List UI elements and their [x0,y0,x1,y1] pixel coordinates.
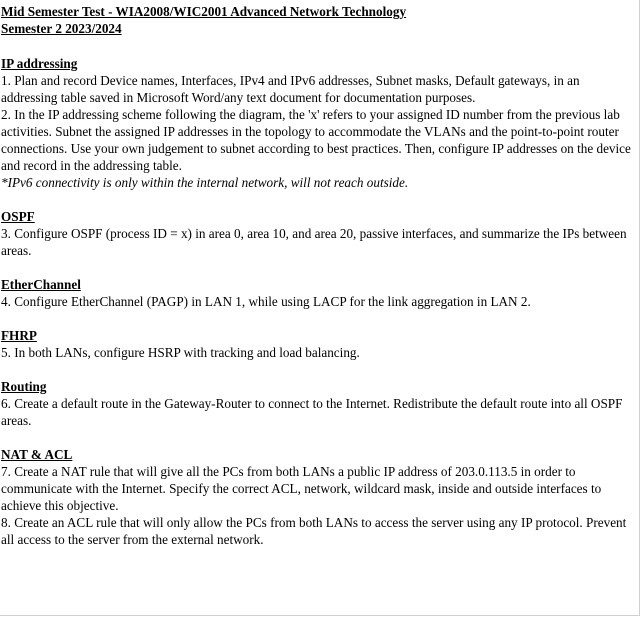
section-heading: OSPF [1,209,35,224]
section-heading: Routing [1,379,47,394]
task-item-1: 1. Plan and record Device names, Interfaces, IPv4 and IPv6 addresses, Subnet masks, Default gateways, in an addressing table saved in Microsoft Word/any text document for documentation purposes. [1,73,580,105]
task-item-2: 2. In the IP addressing scheme following the diagram, the 'x' refers to your assigned ID number from the previous lab activities. Subnet the assigned IP addresses in the topology to accommodate the VLANs and the point-to-point router connections. Use your own judgement to subnet according to best practices. Then, configure IP addresses on the device and record in the addressing table. [1,107,631,173]
section-heading: NAT & ACL [1,447,73,462]
section-etherchannel [1,276,637,310]
section-ip-addressing [1,55,637,191]
task-item-7: 7. Create a NAT rule that will give all the PCs from both LANs a public IP address of 203.0.113.5 in order to communicate with the Internet. Specify the correct ACL, network, wildcard mask, inside and outside interfaces to achieve this objective. [1,464,602,513]
task-item-5: 5. In both LANs, configure HSRP with tracking and load balancing. [1,345,360,360]
task-item-8: 8. Create an ACL rule that will only allow the PCs from both LANs to access the server using any IP protocol. Prevent all access to the server from the external network. [1,515,627,547]
section-heading: IP addressing [1,56,78,71]
section-heading: FHRP [1,328,37,343]
document-body [1,3,637,548]
ipv6-note: *IPv6 connectivity is only within the internal network, will not reach outside. [1,175,409,190]
section-ospf [1,208,637,259]
section-nat-acl [1,446,637,548]
document-title-line-2: Semester 2 2023/2024 [1,21,122,36]
task-item-3: 3. Configure OSPF (process ID = x) in area 0, area 10, and area 20, passive interfaces, and summarize the IPs between areas. [1,226,627,258]
document-title-line-1: Mid Semester Test - WIA2008/WIC2001 Advanced Network Technology [1,4,407,19]
task-item-4: 4. Configure EtherChannel (PAGP) in LAN 1, while using LACP for the link aggregation in LAN 2. [1,294,531,309]
section-routing [1,378,637,429]
section-fhrp [1,327,637,361]
section-heading: EtherChannel [1,277,81,292]
task-item-6: 6. Create a default route in the Gateway-Router to connect to the Internet. Redistribute the default route into all OSPF areas. [1,396,623,428]
